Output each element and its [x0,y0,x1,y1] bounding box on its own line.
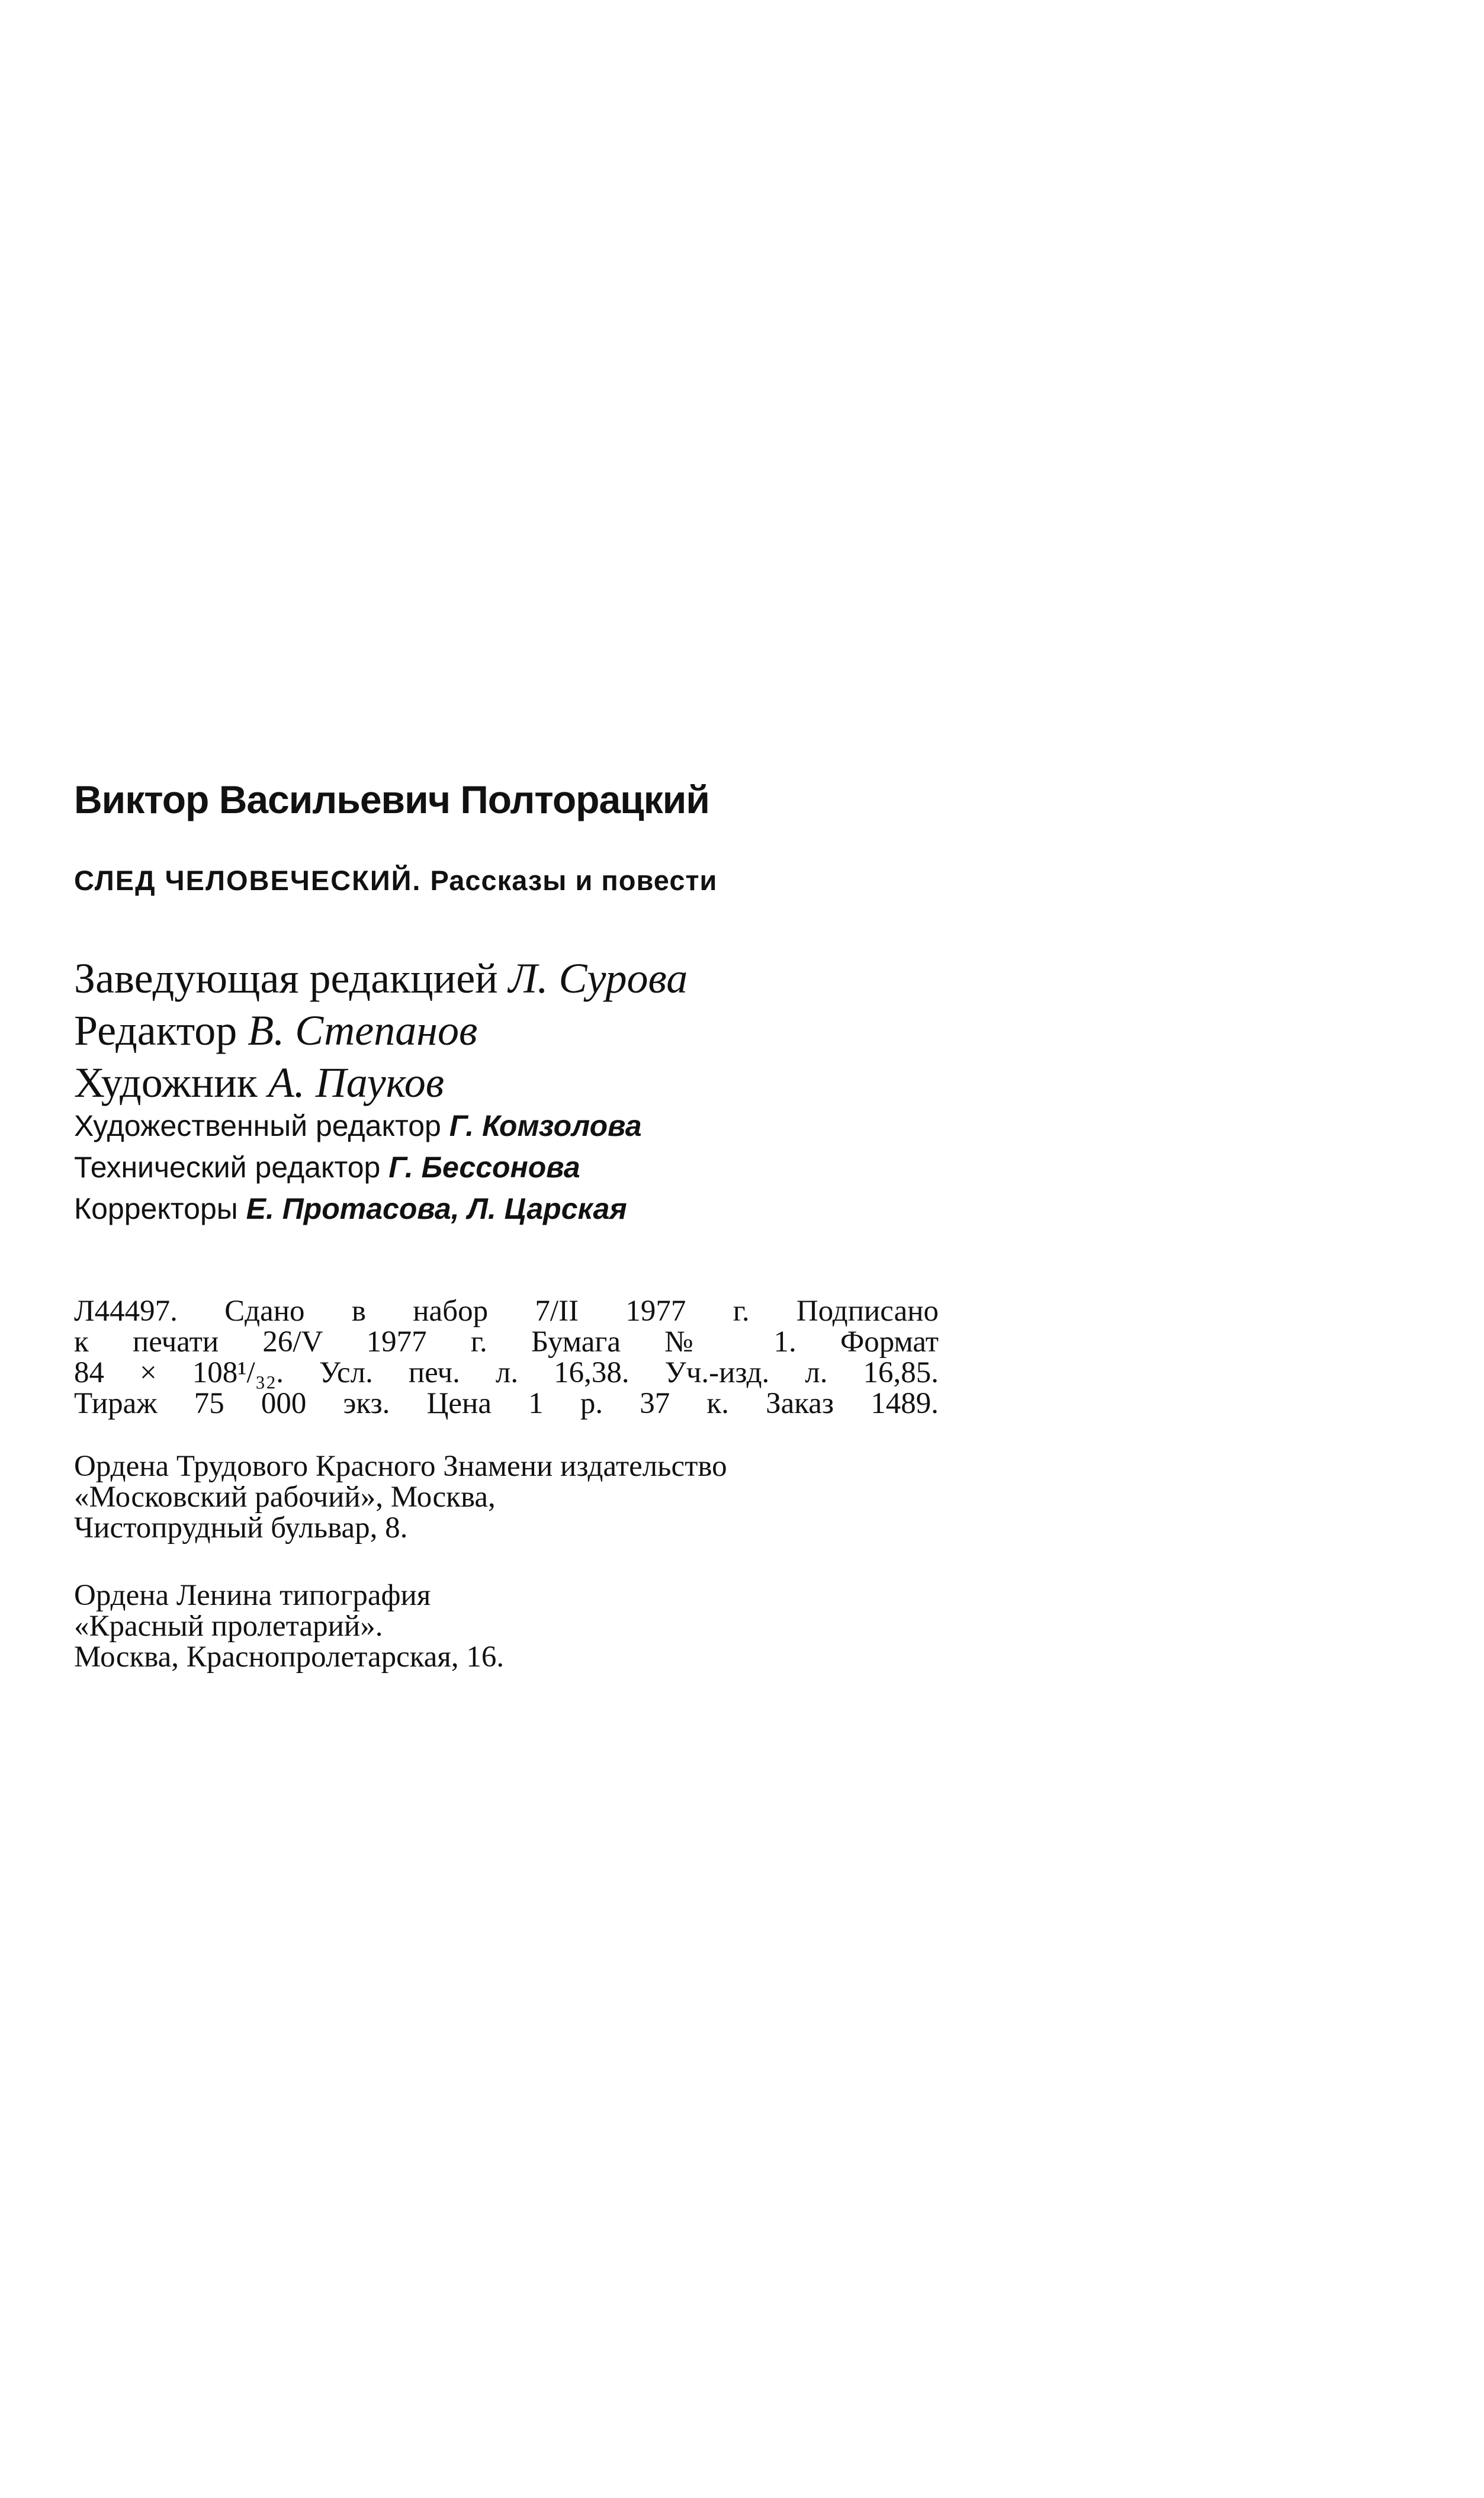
book-title-row [74,862,939,900]
staff-role: Художник [74,1059,258,1106]
staff-row-art-editor [74,1105,939,1147]
staff-row-artist [74,1057,939,1109]
staff-role: Художественный редактор [74,1109,441,1142]
staff-name: Г. Бессонова [388,1151,580,1184]
publication-data-line: Тираж 75 000 экз. Цена 1 р. 37 к. Заказ 1489. [74,1387,939,1420]
author-name [74,776,939,823]
publication-data-line: 84 × 108¹/₃₂. Усл. печ. л. 16,38. Уч.-изд. л. 16,85. [74,1356,939,1389]
staff-role: Редактор [74,1007,237,1054]
publication-data-line: к печати 26/V 1977 г. Бумага № 1. Формат [74,1325,939,1359]
staff-role: Заведующая редакцией [74,955,498,1002]
staff-row-head-editor [74,952,939,1004]
book-subtitle: Рассказы и повести [430,865,718,896]
staff-row-proofreaders [74,1188,939,1229]
author-name-text: Виктор Васильевич Полторацкий [74,778,709,821]
book-title: СЛЕД ЧЕЛОВЕЧЕСКИЙ. [74,865,422,896]
staff-role: Корректоры [74,1192,238,1225]
staff-name: Г. Комзолова [449,1109,642,1142]
publication-data-line: Л44497. Сдано в набор 7/II 1977 г. Подписано [74,1295,939,1328]
printer-address-line: Москва, Краснопролетарская, 16. [74,1640,505,1674]
publisher-address-line: Ордена Трудового Красного Знамени издательство [74,1450,727,1483]
printer-address-line: Ордена Ленина типография [74,1579,431,1612]
staff-name: А. Пауков [268,1059,444,1106]
staff-role: Технический редактор [74,1151,381,1184]
publisher-address-line: Чистопрудный бульвар, 8. [74,1511,408,1545]
editorial-staff-primary [74,952,939,1109]
publisher-address-line: «Московский рабочий», Москва, [74,1481,496,1514]
printer-address-line: «Красный пролетарий». [74,1610,383,1643]
publication-data [74,1296,939,1419]
staff-name: В. Степанов [248,1007,478,1054]
staff-name: Л. Сурова [508,955,688,1002]
book-title-line [74,862,939,900]
editorial-staff-secondary [74,1105,939,1229]
publisher-address [74,1451,939,1543]
printer-address [74,1580,939,1672]
staff-name: Е. Протасова, Л. Царская [246,1192,627,1225]
staff-row-editor [74,1004,939,1057]
staff-row-technical-editor [74,1147,939,1188]
